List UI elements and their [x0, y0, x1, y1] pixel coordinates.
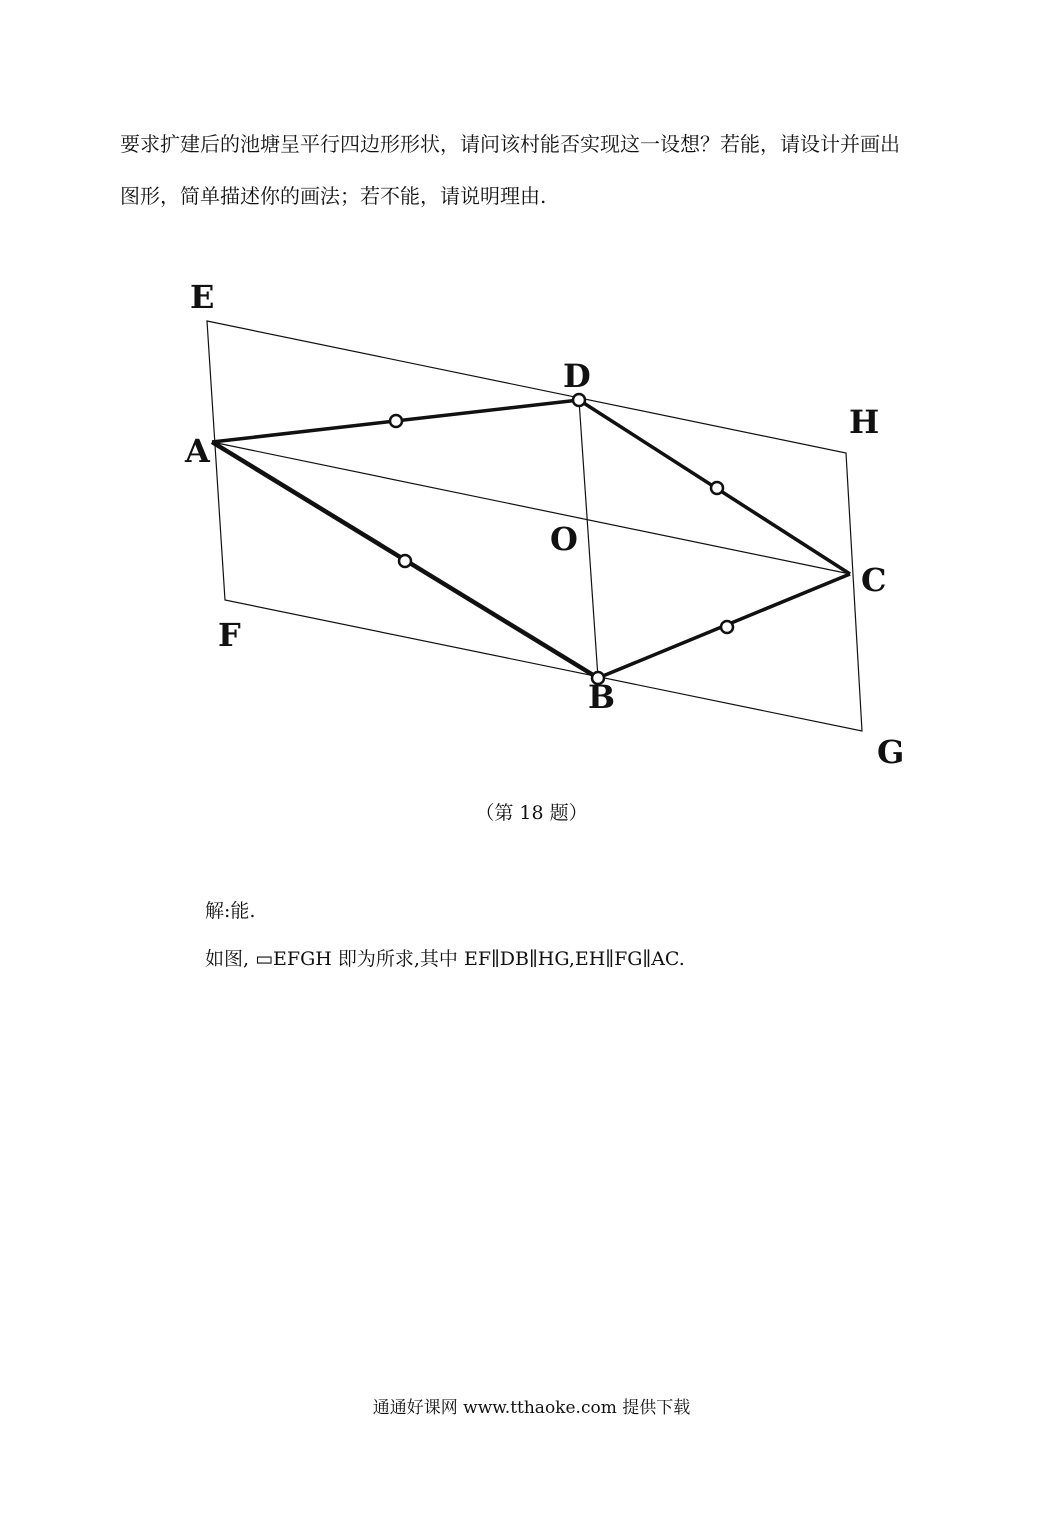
- marker-circle: [721, 621, 733, 633]
- label-a: A: [185, 432, 210, 470]
- label-d: D: [563, 357, 591, 395]
- solution-line-1: 解:能.: [205, 900, 256, 922]
- label-c: C: [861, 561, 887, 599]
- diagonal-db: [579, 400, 598, 678]
- diagonal-ac: [212, 442, 850, 574]
- marker-circle: [399, 555, 411, 567]
- label-o: O: [550, 520, 578, 558]
- problem-line-2: 图形，简单描述你的画法；若不能，请说明理由.: [120, 184, 547, 208]
- label-e: E: [190, 278, 215, 316]
- label-h: H: [849, 403, 880, 441]
- label-b: B: [588, 678, 616, 716]
- label-g: G: [877, 733, 905, 771]
- solution-line-2: 如图, ▭EFGH 即为所求,其中 EF∥DB∥HG,EH∥FG∥AC.: [205, 948, 685, 970]
- vertex-d-circle: [573, 394, 585, 406]
- label-f: F: [218, 616, 241, 654]
- figure-caption: （第 18 题）: [475, 802, 588, 824]
- marker-circle: [711, 482, 723, 494]
- problem-line-1: 要求扩建后的池塘呈平行四边形形状，请问该村能否实现这一设想？若能，请设计并画出: [120, 132, 900, 156]
- marker-circle: [390, 415, 402, 427]
- footer-text: 通通好课网 www.tthaoke.com 提供下载: [372, 1398, 691, 1418]
- parallelogram-efgh: [207, 321, 862, 731]
